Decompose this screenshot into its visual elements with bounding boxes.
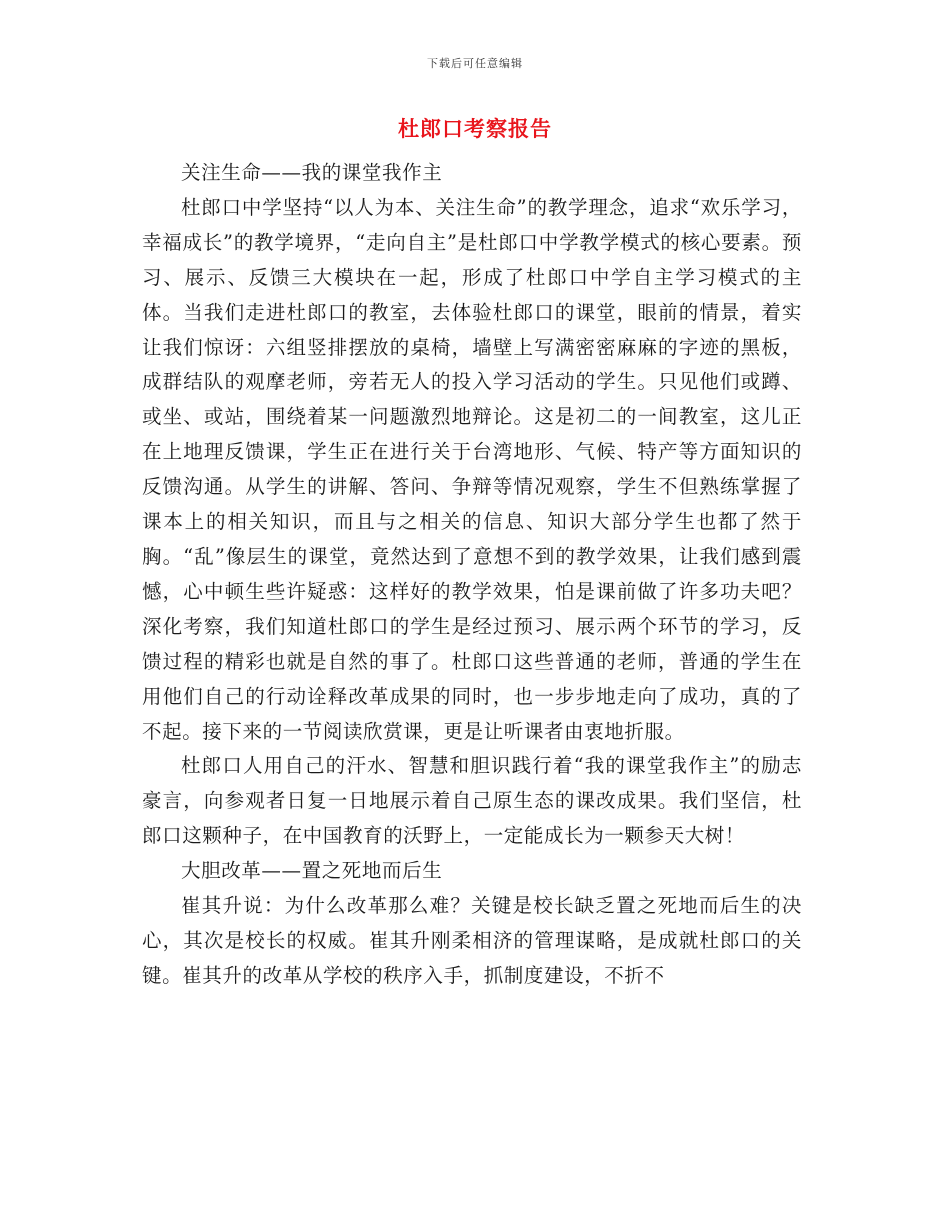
body-paragraph-1: 杜郎口中学坚持“以人为本、关注生命”的教学理念，追求“欢乐学习，幸福成长”的教学境界，“走向自主”是杜郎口中学教学模式的核心要素。预习、展示、反馈三大模块在一起，形成了杜郎口中学自主学习模式的主体。当我们走进杜郎口的教室，去体验杜郎口的课堂，眼前的情景，着实让我们惊讶：六组竖排摆放的桌椅，墙壁上写满密密麻麻的字迹的黑板，成群结队的观摩老师，旁若无人的投入学习活动的学生。只见他们或蹲、或坐、或站，围绕着某一问题激烈地辩论。这是初二的一间教室，这儿正在上地理反馈课，学生正在进行关于台湾地形、气候、特产等方面知识的反馈沟通。从学生的讲解、答问、争辩等情况观察，学生不但熟练掌握了课本上的相关知识，而且与之相关的信息、知识大部分学生也都了然于胸。“乱”像层生的课堂，竟然达到了意想不到的教学效果，让我们感到震憾，心中顿生些许疑惑：这样好的教学效果，怕是课前做了许多功夫吧？深化考察，我们知道杜郎口的学生是经过预习、展示两个环节的学习，反馈过程的精彩也就是自然的事了。杜郎口这些普通的老师，普通的学生在用他们自己的行动诠释改革成果的同时，也一步步地走向了成功，真的了不起。接下来的一节阅读欣赏课，更是让听课者由衷地折服。 <box>142 195 802 743</box>
document-title: 杜郎口考察报告 <box>398 116 552 141</box>
document-body <box>142 156 802 994</box>
page-header: 下载后可任意编辑 <box>427 57 523 70</box>
section-heading-1: 关注生命——我的课堂我作主 <box>181 161 443 184</box>
body-paragraph-3: 崔其升说：为什么改革那么难？关键是校长缺乏置之死地而后生的决心，其次是校长的权威。崔其升刚柔相济的管理谋略，是成就杜郎口的关键。崔其升的改革从学校的秩序入手，抓制度建设，不折不 <box>142 894 802 987</box>
body-paragraph-2: 杜郎口人用自己的汗水、智慧和胆识践行着“我的课堂我作主”的励志豪言，向参观者日复一日地展示着自己原生态的课改成果。我们坚信，杜郎口这颗种子，在中国教育的沃野上，一定能成长为一颗参天大树！ <box>142 754 802 848</box>
section-heading-2: 大胆改革——置之死地而后生 <box>181 859 443 883</box>
